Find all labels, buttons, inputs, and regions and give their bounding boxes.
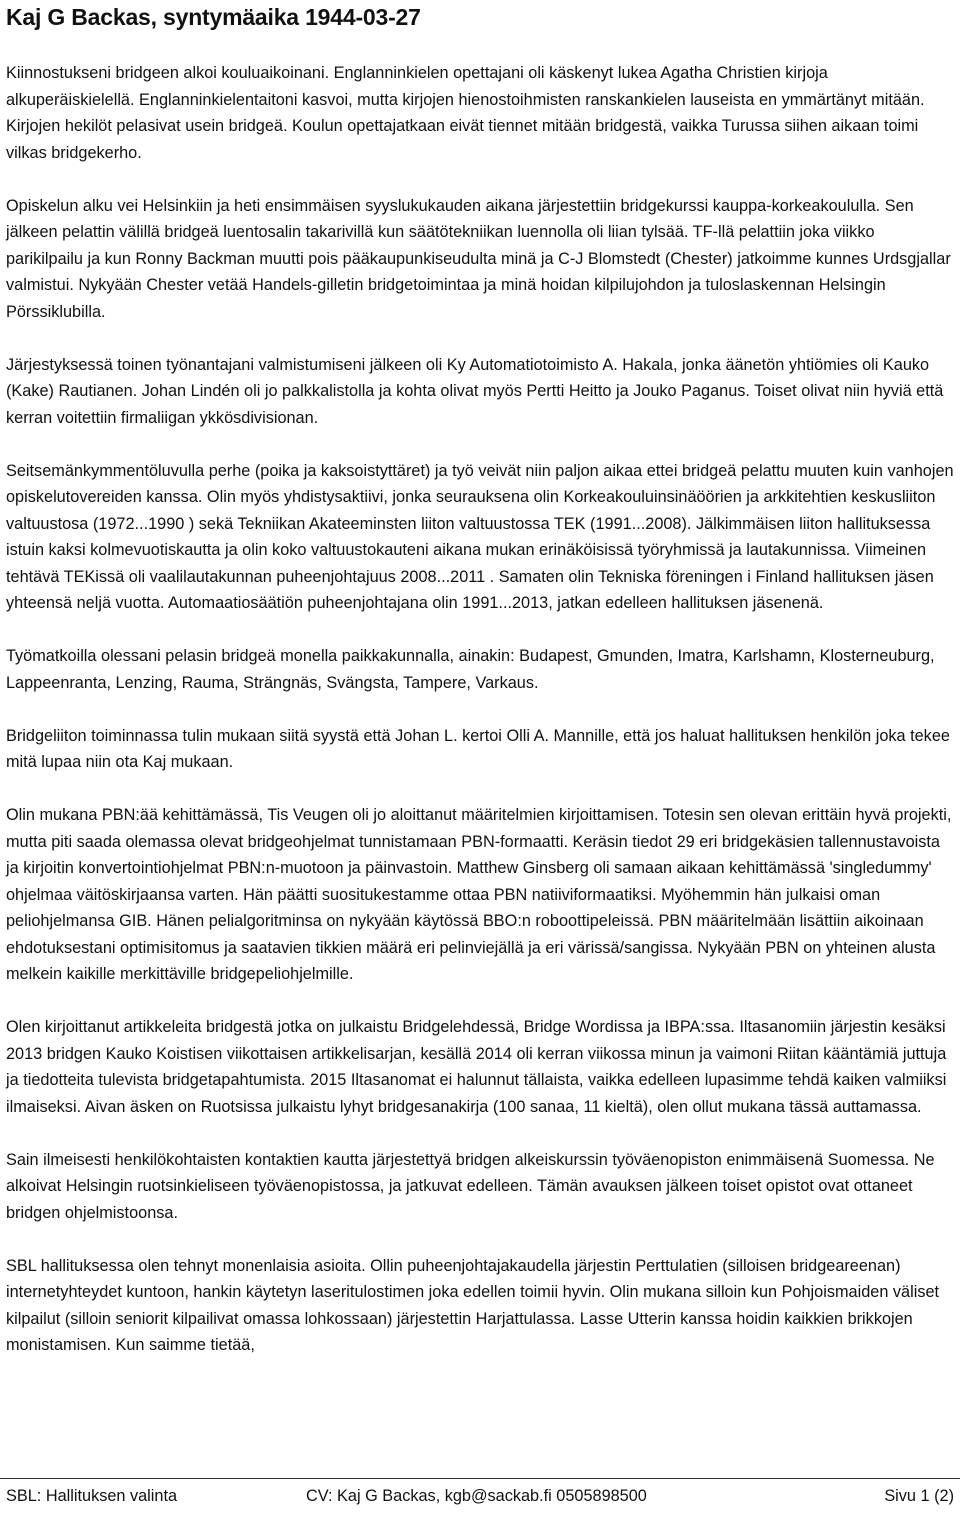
paragraph-interest-origin: Kiinnostukseni bridgeen alkoi kouluaikoinani. Englanninkielen opettajani oli käskenyt lukea Agatha Christien kirjoja alkuperäiskielellä. Englanninkielentaitoni kasvoi, mutta kirjojen hienostoihmisten ranskankielen lauseista en ymmärtänyt mitään. Kirjojen hekilöt pelasivat usein bridgeä. Koulun opettajatkaan eivät tiennet mitään bridgestä, vaikka Turussa siihen aikaan toimi vilkas bridgekerho.: [6, 64, 925, 162]
footer-document-label: SBL: Hallituksen valinta: [6, 1487, 178, 1505]
paragraph-employer: Järjestyksessä toinen työnantajani valmistumiseni jälkeen oli Ky Automatiotoimisto A. Hakala, jonka äänetön yhtiömies oli Kauko (Kake) Rautianen. Johan Lindén oli jo palkkalistolla ja kohta olivat myös Pertti Heitto ja Jouko Paganus. Toiset olivat niin hyviä että kerran voitettiin firmaliigan ykkösdivisionan.: [6, 355, 944, 427]
page-title: Kaj G Backas, syntymäaika 1944-03-27: [6, 4, 421, 30]
document-page: [6, 0, 954, 1354]
paragraph-work-trips: Työmatkoilla olessani pelasin bridgeä monella paikkakunnalla, ainakin: Budapest, Gmunden, Imatra, Karlshamn, Klosterneuburg, Lappeenranta, Lenzing, Rauma, Strängnäs, Svängsta, Tampere, Varkaus.: [6, 647, 935, 692]
footer-contact-info: CV: Kaj G Backas, kgb@sackab.fi 0505898500: [306, 1487, 647, 1505]
paragraph-sbl-board: SBL hallituksessa olen tehnyt monenlaisia asioita. Ollin puheenjohtajakaudella järjestin Perttulatien (silloisen bridgeareenan) internetyhteydet kuntoon, hankin käytetyn laseritulostimen joka edellen toimii hyvin. Olin mukana silloin kun Pohjoismaiden väliset kilpailut (silloin seniorit kilpailivat omassa lohkossaan) järjestettin Harjattulassa. Lasse Utterin kanssa hoidin kaikkien brikkojen monistamisen. Kun saimme tietää,: [6, 1256, 940, 1354]
footer-page-number: Sivu 1 (2): [884, 1487, 954, 1505]
paragraph-articles: Olen kirjoittanut artikkeleita bridgestä jotka on julkaistu Bridgelehdessä, Bridge Wordissa ja IBPA:ssa. Iltasanomiin järjestin kesäksi 2013 bridgen Kauko Koistisen viikottaisen artikkelisarjan, kesällä 2014 oli kerran viikossa minun ja vaimoni Riitan kääntämiä juttuja ja tiedotteita tulevista bridgetapahtumista. 2015 Iltasanomat ei halunnut tällaista, vaikka edelleen lupasimme tehdä kaiken valmiiksi ilmaiseksi. Aivan äsken on Ruotsissa julkaistu lyhyt bridgesanakirja (100 sanaa, 11 kieltä), olen ollut mukana tässä auttamassa.: [6, 1018, 947, 1116]
paragraph-pbn: Olin mukana PBN:ää kehittämässä, Tis Veugen oli jo aloittanut määritelmien kirjoittamisen. Totesin sen olevan erittäin hyvä projekti, mutta piti saada olemassa olevat bridgeohjelmat tunnistamaan PBN-formaatti. Keräsin tiedot 29 eri bridgekäsien tallennustavoista ja kirjoitin konvertointiohjelmat PBN:n-muotoon ja päinvastoin. Matthew Ginsberg oli samaan aikaan kehittämässä 'singledummy' ohjelmaa väitöskirjaansa varten. Hän päätti suositukestamme ottaa PBN natiiviformaatiksi. Myöhemmin hän julkaisi oman peliohjelmansa GIB. Hänen pelialgoritminsa on nykyään käytössä BBO:n roboottipeleissä. PBN määritelmään lisättiin aikoinaan ehdotuksestani optimisitomus ja saatavien tikkien määrä eri pelinviejällä ja eri värissä/sangissa. Nykyään PBN on yhteinen alusta melkein kaikille merkittäville bridgepeliohjelmille.: [6, 806, 952, 983]
page-footer: [0, 1478, 960, 1505]
document-body: [6, 60, 954, 1385]
paragraph-studies: Opiskelun alku vei Helsinkiin ja heti ensimmäisen syyslukukauden aikana järjestettiin bridgekurssi kauppa-korkeakoululla. Sen jälkeen pelattin välillä bridgeä luentosalin takarivillä kun säätötekniikan luennolla oli liian tylsää. TF-llä pelattiin joka viikko parikilpailu ja kun Ronny Backman muutti pois pääkaupunkiseudulta minä ja C-J Blomstedt (Chester) jatkoimme kunnes Urdsgjallar valmistui. Nykyään Chester vetää Handels-gilletin bridgetoimintaa ja minä hoidan kilpilujohdon ja tuloslaskennan Helsingin Pörssiklubilla.: [6, 196, 951, 321]
paragraph-seventies: Seitsemänkymmentöluvulla perhe (poika ja kaksoistyttäret) ja työ veivät niin paljon aikaa ettei bridgeä pelattu muuten kuin vanhojen opiskelutovereiden kanssa. Olin myös yhdistysaktiivi, jonka seurauksena olin Korkeakouluinsinäöörien ja arkkitehtien keskusliiton valtuustosa (1972...1990 ) sekä Tekniikan Akateeminsten liiton valtuustossa TEK (1991...2008). Jälkimmäisen liiton hallituksessa istuin kaksi kolmevuotiskautta ja olin koko valtuustokauteni aikana mukan erinäköisissä työryhmissä ja lautakunnissa. Viimeinen tehtävä TEKissä oli vaalilautakunnan puheenjohtajuus 2008...2011 . Samaten olin Tekniska föreningen i Finland hallituksen jäsen yhteensä neljä vuotta. Automaatiosäätiön puheenjohtajana olin 1991...2013, jatkan edelleen hallituksen jäsenenä.: [6, 461, 954, 612]
paragraph-courses: Sain ilmeisesti henkilökohtaisten kontaktien kautta järjestettyä bridgen alkeiskurssin työväenopiston enimmäisenä Suomessa. Ne alkoivat Helsingin ruotsinkieliseen työväenopistossa, ja jatkuvat edelleen. Tämän avauksen jälkeen toiset opistot ovat ottaneet bridgen ohjelmistoonsa.: [6, 1150, 935, 1222]
paragraph-federation: Bridgeliiton toiminnassa tulin mukaan siitä syystä että Johan L. kertoi Olli A. Mannille, että jos haluat hallituksen henkilön joka tekee mitä lupaa niin ota Kaj mukaan.: [6, 726, 950, 771]
